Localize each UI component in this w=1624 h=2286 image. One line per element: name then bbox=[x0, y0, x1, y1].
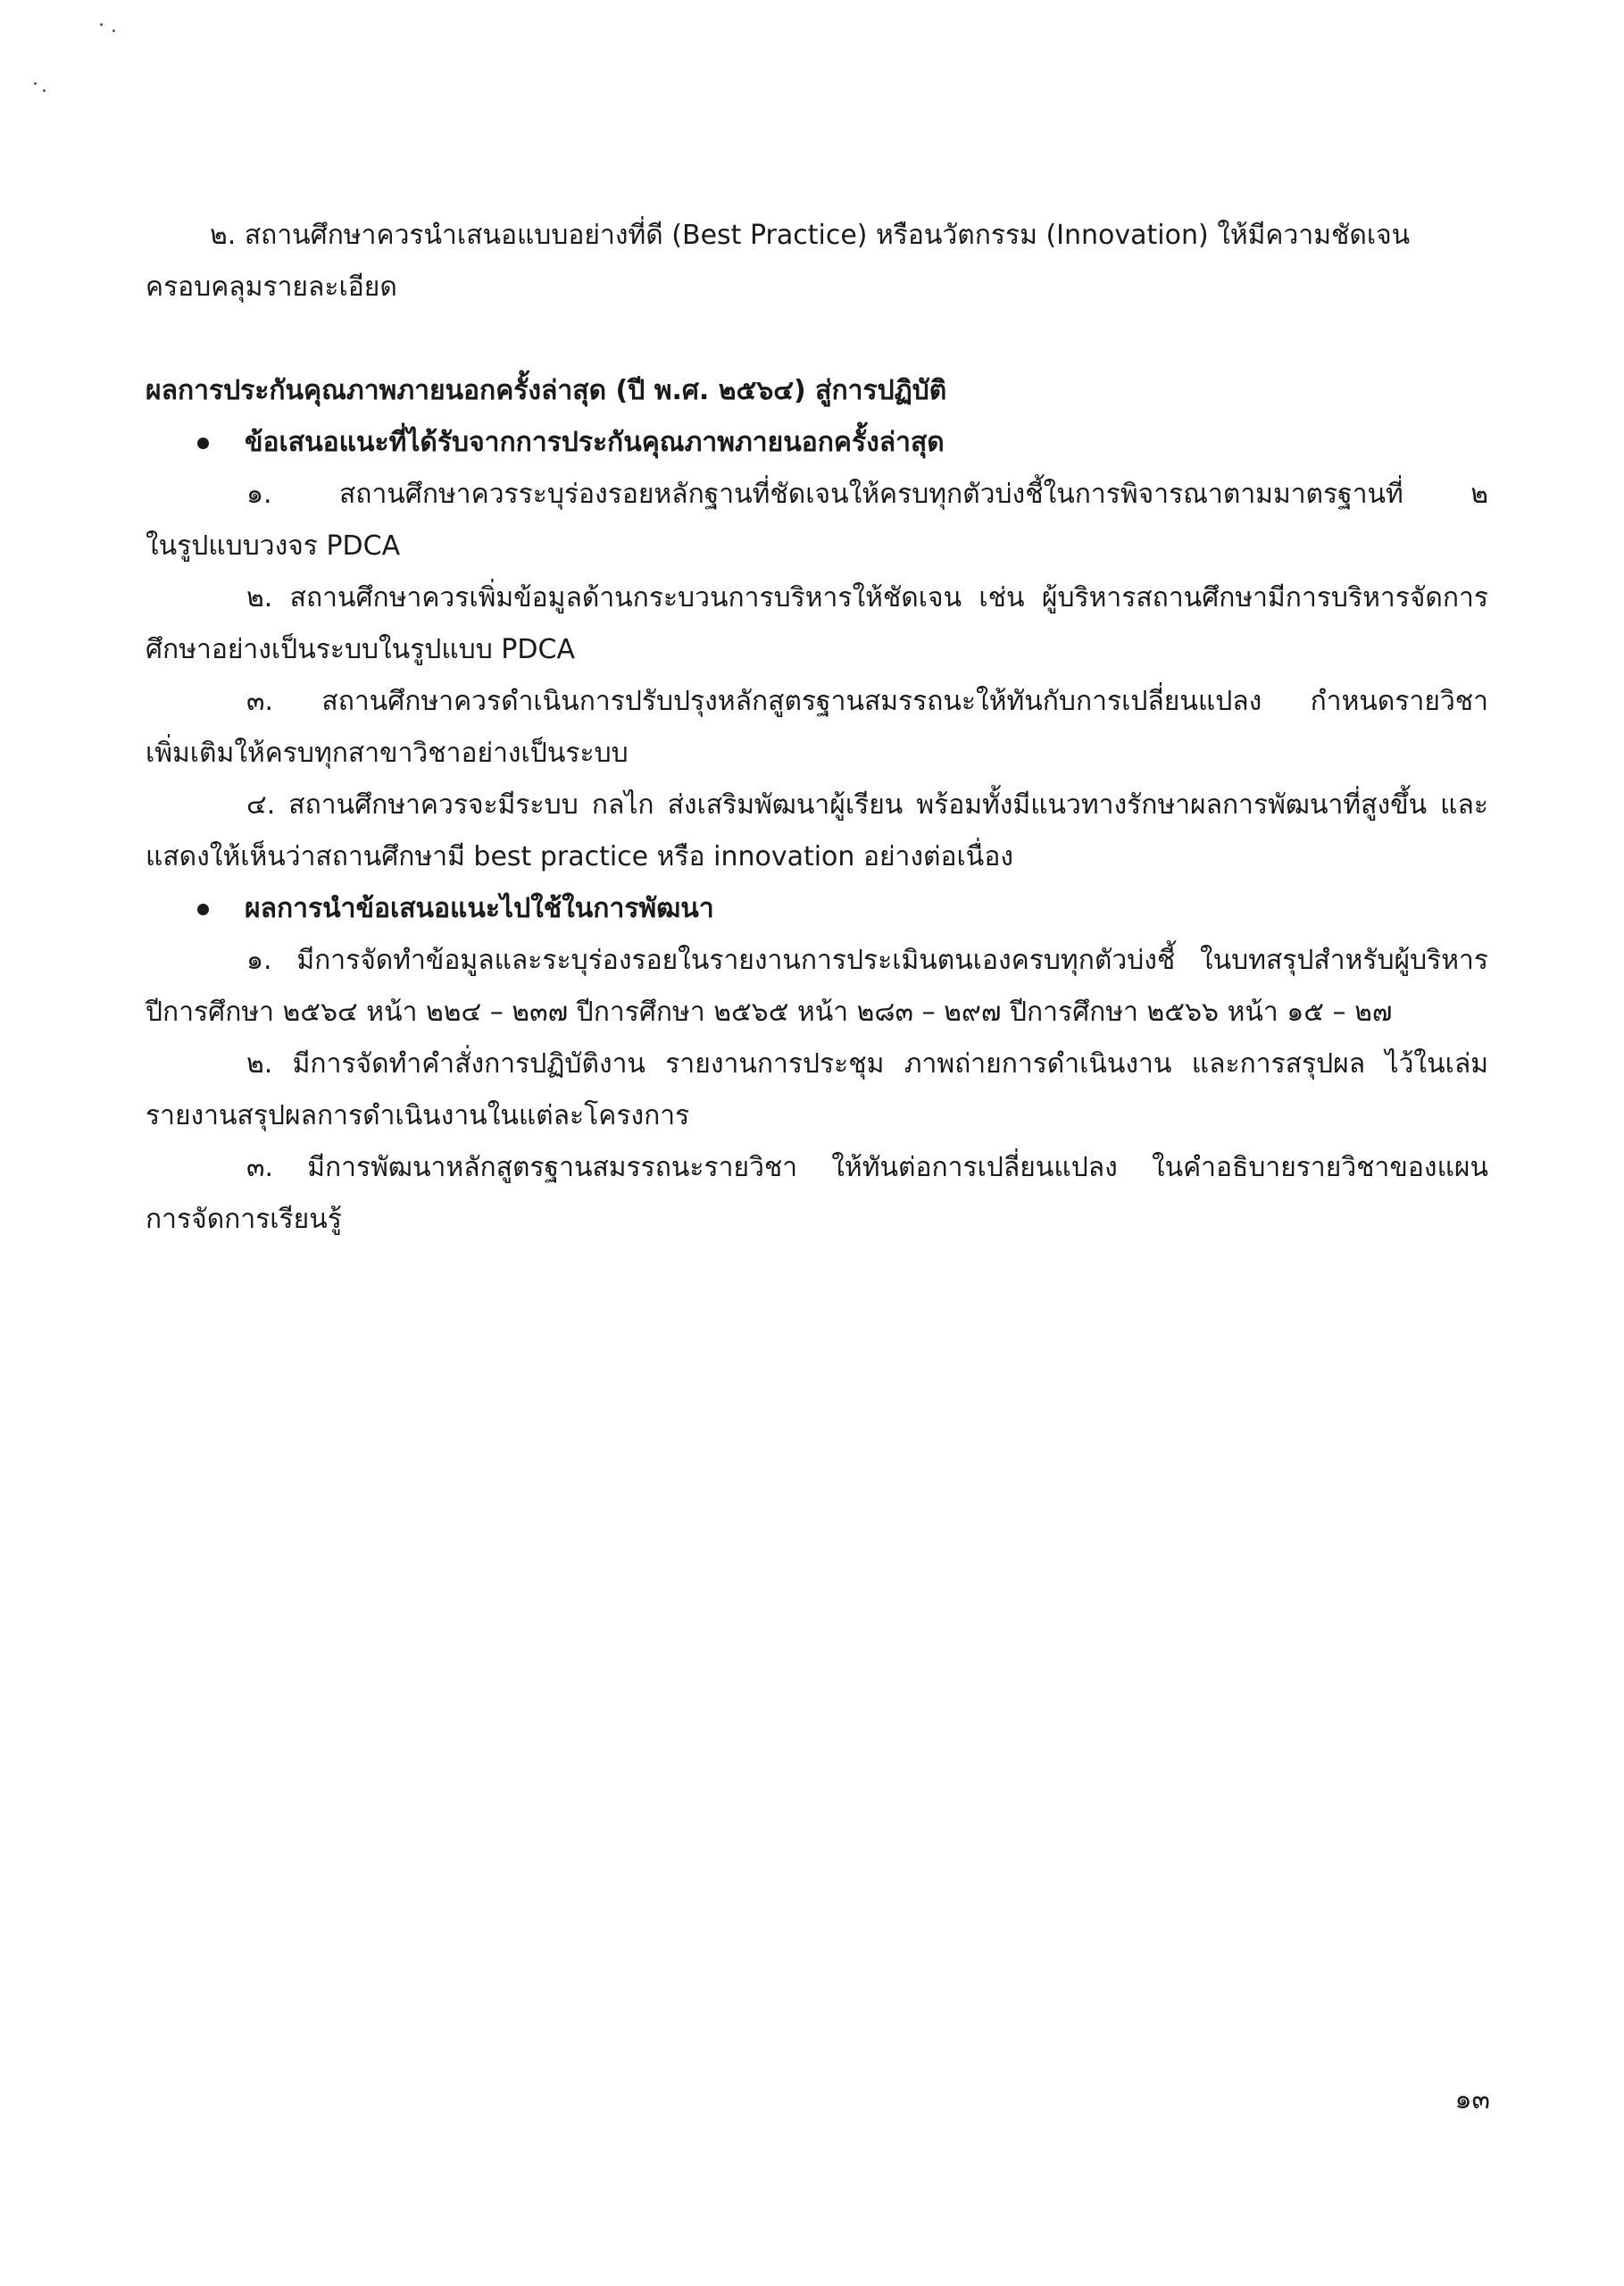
recommendation-item-2-line-1: ๒. สถานศึกษาควรเพิ่มข้อมูลด้านกระบวนการบริหารให้ชัดเจน เช่น ผู้บริหารสถานศึกษามีการบริหารจัดการ bbox=[246, 582, 1488, 613]
recommendation-item-1-line-2: ในรูปแบบวงจร PDCA bbox=[146, 530, 401, 562]
scan-speck bbox=[34, 82, 37, 85]
recommendation-item-4 bbox=[146, 780, 1488, 883]
implementation-item-1-line-1: ๑. มีการจัดทำข้อมูลและระบุร่องรอยในรายงานการประเมินตนเองครบทุกตัวบ่งชี้ ในบทสรุปสำหรับผู้บริหาร bbox=[246, 945, 1488, 976]
implementation-item-3-line-2: การจัดการเรียนรู้ bbox=[146, 1204, 342, 1235]
recommendation-item-2-line-2: ศึกษาอย่างเป็นระบบในรูปแบบ PDCA bbox=[146, 634, 575, 665]
implementation-item-3-line-1: ๓. มีการพัฒนาหลักสูตรฐานสมรรถนะรายวิชา ให้ทันต่อการเปลี่ยนแปลง ในคำอธิบายรายวิชาของแผน bbox=[246, 1152, 1488, 1183]
implementation-item-2-line-2: รายงานสรุปผลการดำเนินงานในแต่ละโครงการ bbox=[146, 1100, 690, 1131]
page-number: ๑๓ bbox=[1454, 2084, 1490, 2115]
implementation-item-1 bbox=[146, 935, 1488, 1039]
scan-speck bbox=[43, 89, 46, 92]
recommendation-item-1-line-1: ๑. สถานศึกษาควรระบุร่องรอยหลักฐานที่ชัดเจนให้ครบทุกตัวบ่งชี้ในการพิจารณาตามมาตรฐานที่ ๒ bbox=[246, 479, 1488, 510]
intro-line-1: ๒. สถานศึกษาควรนำเสนอแบบอย่างที่ดี (Best Practice) หรือนวัตกรรม (Innovation) ให้มีความชัดเจน bbox=[210, 220, 1411, 251]
bullet-recommendations-title: ข้อเสนอแนะที่ได้รับจากการประกันคุณภาพภายนอกครั้งล่าสุด bbox=[245, 427, 945, 458]
recommendation-item-1 bbox=[146, 469, 1488, 572]
recommendation-item-3-line-1: ๓. สถานศึกษาควรดำเนินการปรับปรุงหลักสูตรฐานสมรรถนะให้ทันกับการเปลี่ยนแปลง กำหนดรายวิชา bbox=[246, 686, 1488, 717]
recommendation-item-4-line-2: แสดงให้เห็นว่าสถานศึกษามี best practice หรือ innovation อย่างต่อเนื่อง bbox=[146, 841, 1013, 872]
bullet-implementation bbox=[197, 883, 1488, 935]
scan-speck bbox=[100, 23, 103, 26]
recommendation-item-2 bbox=[146, 572, 1488, 676]
bullet-dot-icon bbox=[197, 904, 209, 915]
implementation-item-1-line-2: ปีการศึกษา ๒๕๖๔ หน้า ๒๒๔ – ๒๓๗ ปีการศึกษา ๒๕๖๕ หน้า ๒๘๓ – ๒๙๗ ปีการศึกษา ๒๕๖๖ หน้า ๑๕ – ๒๗ bbox=[146, 997, 1393, 1028]
intro-line-2: ครอบคลุมรายละเอียด bbox=[146, 271, 397, 303]
spacer bbox=[146, 313, 1488, 365]
bullet-implementation-title: ผลการนำข้อเสนอแนะไปใช้ในการพัฒนา bbox=[245, 893, 714, 924]
section-heading: ผลการประกันคุณภาพภายนอกครั้งล่าสุด (ปี พ.ศ. ๒๕๖๔) สู่การปฏิบัติ bbox=[146, 375, 947, 406]
recommendation-item-4-line-1: ๔. สถานศึกษาควรจะมีระบบ กลไก ส่งเสริมพัฒนาผู้เรียน พร้อมทั้งมีแนวทางรักษาผลการพัฒนาที่สูงขึ้น และ bbox=[246, 789, 1488, 821]
implementation-item-2 bbox=[146, 1039, 1488, 1142]
document-body bbox=[146, 210, 1488, 1246]
bullet-dot-icon bbox=[197, 438, 209, 449]
bullet-recommendations bbox=[197, 417, 1488, 469]
implementation-item-2-line-1: ๒. มีการจัดทำคำสั่งการปฏิบัติงาน รายงานการประชุม ภาพถ่ายการดำเนินงาน และการสรุปผล ไว้ในเล่ม bbox=[246, 1048, 1488, 1080]
implementation-item-3 bbox=[146, 1142, 1488, 1246]
scan-speck bbox=[112, 29, 115, 32]
intro-paragraph bbox=[146, 210, 1488, 313]
recommendation-item-3 bbox=[146, 676, 1488, 780]
recommendation-item-3-line-2: เพิ่มเติมให้ครบทุกสาขาวิชาอย่างเป็นระบบ bbox=[146, 738, 629, 769]
